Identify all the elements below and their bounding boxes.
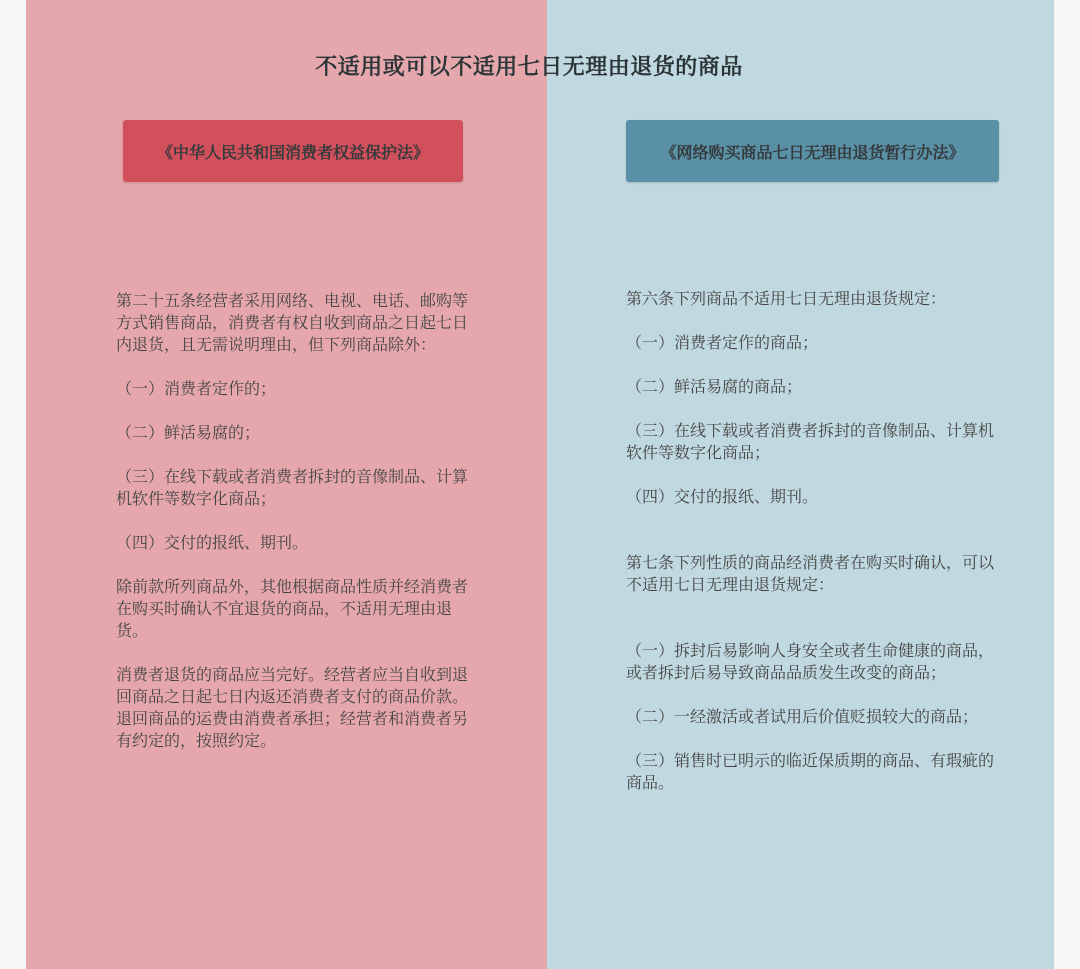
article-7-item-3: （三）销售时已明示的临近保质期的商品、有瑕疵的商品。: [626, 751, 995, 792]
article-6-item-4: （四）交付的报纸、期刊。: [626, 487, 819, 506]
article-6-item-3: （三）在线下载或者消费者拆封的音像制品、计算机软件等数字化商品；: [626, 421, 995, 462]
article-6-item-2: （二）鲜活易腐的商品；: [626, 377, 803, 396]
article-25-item-2: （二）鲜活易腐的；: [116, 423, 261, 442]
consumer-protection-law-title: 《中华人民共和国消费者权益保护法》: [123, 120, 463, 182]
page-title: 不适用或可以不适用七日无理由退货的商品: [315, 55, 743, 80]
consumer-protection-law-content: [116, 290, 471, 752]
article-25-item-1: （一）消费者定作的；: [116, 379, 277, 398]
document-page: [26, 0, 1054, 969]
article-7-item-1: （一）拆封后易影响人身安全或者生命健康的商品，或者拆封后易导致商品品质发生改变的商品；: [626, 641, 995, 682]
article-6-item-1: （一）消费者定作的商品；: [626, 333, 819, 352]
article-7-item-2: （二）一经激活或者试用后价值贬损较大的商品；: [626, 707, 979, 726]
online-return-measures-title: 《网络购买商品七日无理由退货暂行办法》: [626, 120, 999, 182]
online-return-measures-content: [626, 288, 1001, 794]
article-25-intro: 第二十五条经营者采用网络、电视、电话、邮购等方式销售商品，消费者有权自收到商品之日起七日内退货，且无需说明理由，但下列商品除外：: [116, 291, 469, 354]
article-25-item-4: （四）交付的报纸、期刊。: [116, 533, 309, 552]
article-6-intro: 第六条下列商品不适用七日无理由退货规定：: [626, 289, 947, 308]
article-25-paragraph-2: 消费者退货的商品应当完好。经营者应当自收到退回商品之日起七日内返还消费者支付的商品价款。退回商品的运费由消费者承担；经营者和消费者另有约定的，按照约定。: [116, 665, 469, 750]
article-7-intro: 第七条下列性质的商品经消费者在购买时确认，可以不适用七日无理由退货规定：: [626, 553, 995, 594]
article-25-paragraph-1: 除前款所列商品外，其他根据商品性质并经消费者在购买时确认不宜退货的商品，不适用无理由退货。: [116, 577, 469, 640]
article-25-item-3: （三）在线下载或者消费者拆封的音像制品、计算机软件等数字化商品；: [116, 467, 469, 508]
